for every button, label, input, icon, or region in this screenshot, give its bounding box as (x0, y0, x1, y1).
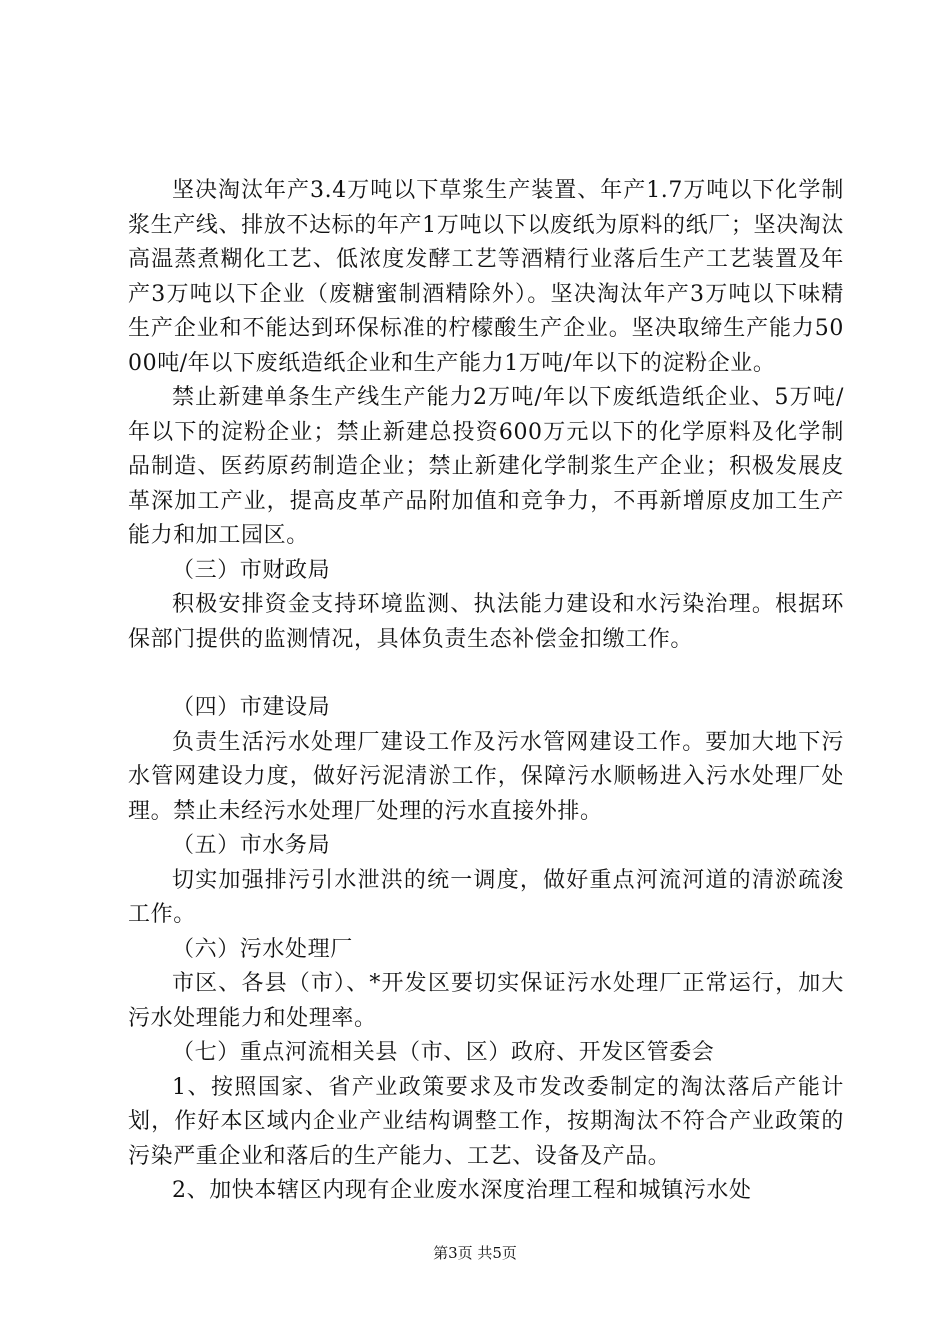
paragraph-item-1: 1、按照国家、省产业政策要求及市发改委制定的淘汰落后产能计划，作好本区域内企业产业结构调整工作，按期淘汰不符合产业政策的污染严重企业和落后的生产能力、工艺、设备及产品。 (128, 1074, 844, 1169)
paragraph-prohibit-new-build: 禁止新建单条生产线生产能力2万吨/年以下废纸造纸企业、5万吨/年以下的淀粉企业；禁止新建总投资600万元以下的化学原料及化学制品制造、医药原药制造企业；禁止新建化学制浆生产企业；积极发展皮革深加工产业，提高皮革产品附加值和竞争力，不再新增原皮加工生产能力和加工园区。 (128, 385, 844, 548)
paragraph-water-bureau: 切实加强排污引水泄洪的统一调度，做好重点河流河道的清淤疏浚工作。 (128, 867, 844, 927)
paragraph-eliminate-capacity: 坚决淘汰年产3.4万吨以下草浆生产装置、年产1.7万吨以下化学制浆生产线、排放不达标的年产1万吨以下以废纸为原料的纸厂；坚决淘汰高温蒸煮糊化工艺、低浓度发酵工艺等酒精行业落后生产工艺装置及年产3万吨以下企业（废糖蜜制酒精除外）。坚决淘汰年产3万吨以下味精生产企业和不能达到环保标准的柠檬酸生产企业。坚决取缔生产能力5000吨/年以下废纸造纸企业和生产能力1万吨/年以下的淀粉企业。 (128, 178, 844, 376)
paragraph-item-2: 2、加快本辖区内现有企业废水深度治理工程和城镇污水处 (172, 1178, 752, 1203)
section-heading-finance-bureau: （三）市财政局 (172, 557, 331, 583)
document-body (128, 174, 844, 1209)
blank-line (128, 657, 844, 691)
section-heading-sewage-plant: （六）污水处理厂 (172, 936, 353, 962)
paragraph-construction-bureau: 负责生活污水处理厂建设工作及污水管网建设工作。要加大地下污水管网建设力度，做好污泥清淤工作，保障污水顺畅进入污水处理厂处理。禁止未经污水处理厂处理的污水直接外排。 (128, 729, 844, 824)
section-heading-water-bureau: （五）市水务局 (172, 833, 331, 858)
section-heading-construction-bureau: （四）市建设局 (172, 695, 331, 720)
paragraph-finance-bureau: 积极安排资金支持环境监测、执法能力建设和水污染治理。根据环保部门提供的监测情况，具体负责生态补偿金扣缴工作。 (128, 592, 844, 652)
section-heading-county-governments: （七）重点河流相关县（市、区）政府、开发区管委会 (172, 1040, 715, 1065)
paragraph-sewage-plant: 市区、各县（市）、*开发区要切实保证污水处理厂正常运行，加大污水处理能力和处理率。 (128, 971, 844, 1031)
page-number-footer: 第3页 共5页 (433, 1244, 517, 1262)
